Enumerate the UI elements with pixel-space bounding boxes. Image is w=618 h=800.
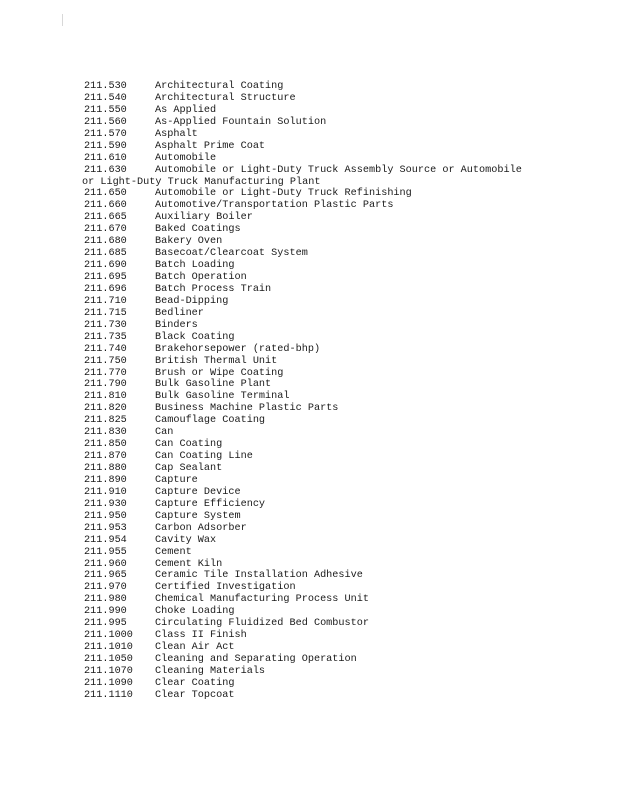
definition-row [84,308,554,320]
defined-term: Bulk Gasoline Terminal [155,391,290,403]
definition-row [84,666,554,678]
defined-term: Carbon Adsorber [155,522,247,534]
section-number: 211.650 [84,188,127,200]
section-number: 211.695 [84,272,127,283]
section-number: 211.660 [84,200,127,212]
definition-row [84,236,554,248]
definition-row [84,559,554,571]
definition-row [84,105,554,117]
defined-term: Batch Process Train [155,283,272,295]
definition-row [84,439,554,451]
defined-term: Asphalt [155,128,198,140]
defined-term: As-Applied Fountain Solution [155,116,327,128]
definition-row [84,93,554,105]
section-number: 211.1070 [84,665,133,677]
defined-term: Clear Coating [155,677,235,689]
definition-row [84,391,554,403]
defined-term: Choke Loading [155,606,235,618]
defined-term: Chemical Manufacturing Process Unit [155,594,369,606]
section-number: 211.550 [84,104,127,116]
defined-term: Bakery Oven [155,236,223,248]
defined-term: Automobile or Light-Duty Truck Assembly Source or Automobile [155,164,522,176]
defined-term: Asphalt Prime Coat [155,140,266,152]
definition-row [84,129,554,141]
defined-term: Circulating Fluidized Bed Combustor [155,618,369,630]
defined-term: Bedliner [155,307,204,319]
defined-term: Brakehorsepower (rated-bhp) [155,343,321,355]
definition-row [84,141,554,153]
definition-row [84,582,554,594]
definition-row [84,260,554,272]
definition-row [84,200,554,212]
section-number: 211.870 [84,451,127,463]
definition-row [84,427,554,439]
section-number: 211.954 [84,534,127,546]
definition-row [84,618,554,630]
definition-row [84,379,554,391]
section-number: 211.950 [84,510,127,522]
defined-term: Clear Topcoat [155,689,235,701]
scan-margin-mark [62,14,63,26]
section-number: 211.690 [84,260,127,272]
defined-term: Basecoat/Clearcoat System [155,248,308,260]
section-number: 211.1010 [84,642,133,654]
definition-row [84,523,554,535]
definition-row [84,248,554,260]
section-number: 211.825 [84,415,127,427]
section-number: 211.696 [84,283,127,295]
defined-term: Can Coating Line [155,451,253,463]
defined-term: Business Machine Plastic Parts [155,403,339,415]
section-number: 211.710 [84,295,127,307]
section-number: 211.685 [84,248,127,260]
definition-row [84,678,554,690]
defined-term: Capture System [155,510,241,522]
section-number: 211.830 [84,427,127,439]
definition-row [84,463,554,475]
section-number: 211.770 [84,367,127,379]
section-number: 211.540 [84,92,127,104]
defined-term: British Thermal Unit [155,355,278,367]
definition-row [84,153,554,165]
defined-term: Capture [155,474,198,486]
defined-term: Cleaning and Separating Operation [155,654,357,665]
definition-row [84,188,554,200]
section-number: 211.995 [84,618,127,630]
definition-row [84,630,554,642]
defined-term: Batch Loading [155,260,235,272]
definition-row [84,224,554,236]
defined-term: Architectural Coating [155,81,284,92]
defined-term: As Applied [155,104,217,116]
definition-row [84,415,554,427]
definition-row [84,403,554,415]
defined-term: Capture Efficiency [155,498,266,510]
definition-row [84,368,554,380]
definition-row [84,284,554,296]
defined-term: Capture Device [155,486,241,498]
section-number: 211.880 [84,463,127,474]
section-number: 211.810 [84,391,127,403]
defined-term: Ceramic Tile Installation Adhesive [155,570,363,582]
section-number: 211.890 [84,474,127,486]
section-number: 211.570 [84,128,127,140]
section-number: 211.750 [84,355,127,367]
defined-term: Cleaning Materials [155,665,266,677]
section-number: 211.560 [84,116,127,128]
definition-row [84,487,554,499]
section-number: 211.850 [84,439,127,451]
definition-row [84,499,554,511]
definition-row [84,356,554,368]
defined-term: Camouflage Coating [155,415,266,427]
section-number: 211.1110 [84,689,133,701]
definition-row [84,570,554,582]
definition-row [84,212,554,224]
defined-term: Can Coating [155,439,223,451]
defined-term: Automotive/Transportation Plastic Parts [155,200,394,212]
section-number: 211.930 [84,498,127,510]
defined-term: Baked Coatings [155,224,241,236]
definition-row [84,320,554,332]
defined-term: Bulk Gasoline Plant [155,379,272,391]
section-number: 211.730 [84,319,127,331]
defined-term: Bead-Dipping [155,295,229,307]
defined-term: Batch Operation [155,272,247,283]
definition-row [84,547,554,559]
definition-row [84,272,554,284]
definition-row [84,690,554,702]
section-number: 211.665 [84,212,127,224]
section-number: 211.910 [84,486,127,498]
defined-term: Auxiliary Boiler [155,212,253,224]
section-number: 211.530 [84,81,127,92]
definition-row [84,81,554,93]
section-number: 211.1050 [84,654,133,665]
section-number: 211.590 [84,140,127,152]
definition-row [84,451,554,463]
definition-row [84,654,554,666]
section-number: 211.715 [84,307,127,319]
definition-row [84,344,554,356]
definition-row [84,117,554,129]
section-number: 211.1090 [84,677,133,689]
section-number: 211.980 [84,594,127,606]
section-number: 211.1000 [84,630,133,642]
section-number: 211.990 [84,606,127,618]
defined-term: Cap Sealant [155,463,223,474]
definition-row [84,475,554,487]
definition-row [84,594,554,606]
defined-term: Cavity Wax [155,534,217,546]
section-number: 211.680 [84,236,127,248]
section-number: 211.960 [84,558,127,570]
definition-row [84,296,554,308]
defined-term: Cement Kiln [155,558,223,570]
defined-term: Black Coating [155,331,235,343]
defined-term: Automobile [155,152,217,164]
defined-term: Binders [155,319,198,331]
section-number: 211.955 [84,546,127,558]
section-number: 211.670 [84,224,127,236]
definition-row [84,606,554,618]
defined-term: Certified Investigation [155,582,296,594]
defined-term: Brush or Wipe Coating [155,367,284,379]
section-number: 211.970 [84,582,127,594]
section-number: 211.820 [84,403,127,415]
section-number: 211.953 [84,522,127,534]
definition-row [84,511,554,523]
definition-row [84,642,554,654]
defined-term: Automobile or Light-Duty Truck Refinishing [155,188,412,200]
section-number: 211.735 [84,331,127,343]
defined-term-continuation: or Light-Duty Truck Manufacturing Plant [82,176,321,188]
section-number: 211.740 [84,343,127,355]
section-number: 211.630 [84,164,127,176]
defined-term: Clean Air Act [155,642,235,654]
definition-row [84,165,554,177]
section-number: 211.790 [84,379,127,391]
defined-term: Class II Finish [155,630,247,642]
definition-row [84,332,554,344]
defined-term: Architectural Structure [155,92,296,104]
defined-term: Cement [155,546,192,558]
definition-row [84,535,554,547]
section-number: 211.965 [84,570,127,582]
defined-term: Can [155,427,174,439]
section-number: 211.610 [84,152,127,164]
definitions-list [84,81,554,702]
